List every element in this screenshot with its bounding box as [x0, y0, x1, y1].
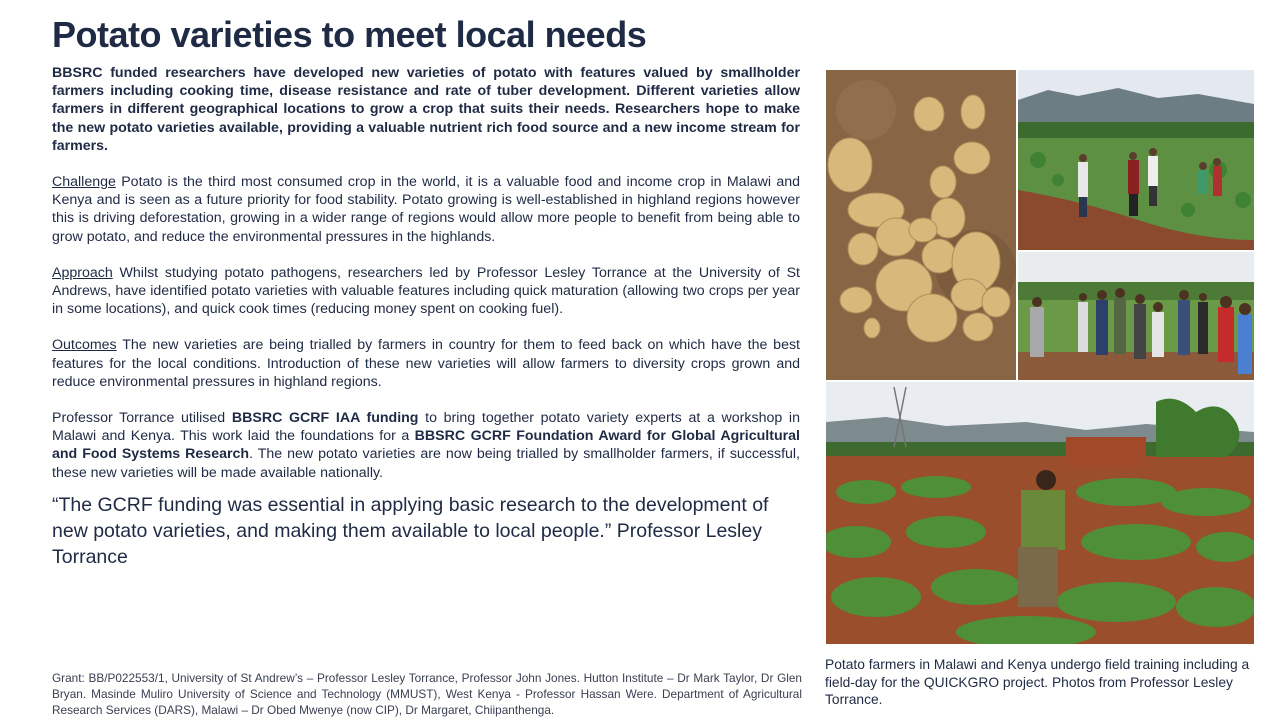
funding-paragraph: [52, 409, 800, 482]
potatoes-photo: [826, 70, 1016, 380]
outcomes-label: Outcomes: [52, 337, 117, 354]
grant-details: Grant: BB/P022553/1, University of St Andrew’s – Professor Lesley Torrance, Professor John Jones. Hutton Institute – Dr Mark Taylor, Dr Glen Bryan. Masinde Muliro University of Science and Technology (MMUST), West Kenya - Professor Hassan Were. Department of Agricultural Research Services (DARS), Malawi – Dr Obed Mwenye (now CIP), Dr Margaret, Chiipanthenga.: [52, 671, 802, 718]
field-training-photo-1: [1018, 70, 1254, 250]
field-training-photo-2: [1018, 252, 1254, 380]
quote: “The GCRF funding was essential in applying basic research to the development of new potato varieties, and making them available to local people.” Professor Lesley Torrance: [52, 493, 769, 568]
slide-title: Potato varieties to meet local needs: [52, 14, 647, 55]
farmer-in-potato-field-photo: [826, 382, 1254, 644]
outcomes-paragraph: [52, 336, 800, 391]
outcomes-text: The new varieties are being trialled by farmers in country for them to feed back on which have the best features for the local conditions. Introduction of these new varieties will allow farmers to diversity crops grown and reduce environmental pressures in highland regions.: [52, 337, 800, 390]
approach-paragraph: [52, 264, 800, 319]
photo-caption: Potato farmers in Malawi and Kenya undergo field training including a field-day for the QUICKGRO project. Photos from Professor Lesley Torrance.: [825, 657, 1250, 707]
funding-text-3: . The new potato varieties are now being trialled by smallholder farmers, if successful, these new varieties will be made available nationally.: [52, 446, 800, 481]
funding-bold-2: BBSRC GCRF Foundation Award for Global Agricultural and Food Systems Research: [52, 428, 800, 463]
approach-label: Approach: [52, 264, 113, 281]
funding-text-2: to bring together potato variety experts at a workshop in Malawi and Kenya. This work laid the foundations for a: [52, 410, 800, 445]
challenge-label: Challenge: [52, 174, 116, 191]
funding-text-1: Professor Torrance utilised: [52, 410, 232, 427]
intro-paragraph: BBSRC funded researchers have developed new varieties of potato with features valued by smallholder farmers including cooking time, disease resistance and rate of tuber development. Different varieties allow farmers in different geographical locations to grow a crop that suits their needs. Researchers hope to make the new potato varieties available, providing a valuable nutrient rich food source and a new income stream for farmers.: [52, 65, 800, 154]
approach-text: Whilst studying potato pathogens, researchers led by Professor Lesley Torrance at the University of St Andrews, have identified potato varieties with valuable features including quick maturation (allowing two crops per year in some locations), and quick cook times (reducing money spent on cooking fuel).: [52, 264, 800, 318]
funding-bold-1: BBSRC GCRF IAA funding: [231, 410, 419, 427]
challenge-paragraph: [52, 173, 800, 246]
body-text: [52, 64, 800, 570]
challenge-text: Potato is the third most consumed crop in the world, it is a valuable food and income crop in Malawi and Kenya and is seen as a future priority for food stability. Potato growing is well-established in highland regions however this is driving deforestation, growing in a wider range of regions would allow more people to benefit from being able to grow potato, and reduce the environmental pressures in the highlands.: [52, 174, 800, 245]
